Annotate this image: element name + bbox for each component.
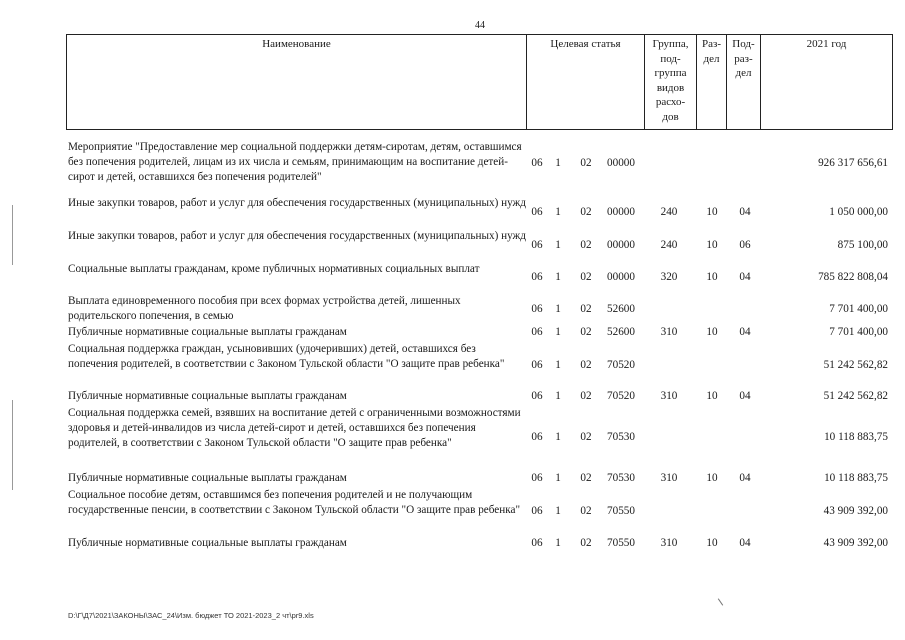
row-code-event: 02 — [580, 431, 592, 443]
row-code-subprogram: 1 — [555, 239, 561, 251]
row-code-subprogram: 1 — [555, 326, 561, 338]
row-code-group: 320 — [660, 271, 678, 283]
row-code-section: 10 — [706, 326, 718, 338]
row-code-event: 02 — [580, 537, 592, 549]
row-amount: 43 909 392,00 — [823, 505, 888, 517]
row-code-subprogram: 1 — [555, 206, 561, 218]
row-code-direction: 70520 — [607, 390, 635, 402]
row-name: Публичные нормативные социальные выплаты гражданам — [68, 537, 347, 549]
header-section-line: Раз- — [701, 38, 721, 50]
row-name: Публичные нормативные социальные выплаты гражданам — [68, 326, 347, 338]
scan-stray-mark — [718, 598, 723, 605]
row-code-event: 02 — [580, 271, 592, 283]
row-code-direction: 00000 — [607, 239, 635, 251]
table-row — [68, 325, 888, 341]
row-code-subprogram: 1 — [555, 271, 561, 283]
table-row — [68, 342, 888, 388]
row-amount: 7 701 400,00 — [829, 326, 888, 338]
row-code-subprogram: 1 — [555, 472, 561, 484]
row-amount: 1 050 000,00 — [829, 206, 888, 218]
row-code-subsection: 04 — [739, 206, 751, 218]
row-code-section: 10 — [706, 537, 718, 549]
header-name: Наименование — [67, 35, 527, 129]
row-code-event: 02 — [580, 157, 592, 169]
scan-margin-mark — [12, 205, 13, 265]
row-code-subsection: 06 — [739, 239, 751, 251]
row-code-section: 10 — [706, 271, 718, 283]
page-number: 44 — [475, 20, 485, 31]
row-name: Иные закупки товаров, работ и услуг для обеспечения государственных (муниципальных) нужд — [68, 230, 526, 242]
row-code-event: 02 — [580, 390, 592, 402]
header-group-line: видов — [656, 81, 685, 94]
row-code-subprogram: 1 — [555, 537, 561, 549]
header-subsection-line: дел — [735, 67, 752, 79]
row-name: Социальное пособие детям, оставшимся без попечения родителей и не получающим государственные пенсии, в соответствии с Законом Тульской области "О защите прав ребенка" — [68, 489, 521, 516]
row-code-direction: 52600 — [607, 326, 635, 338]
row-code-group: 310 — [660, 326, 678, 338]
row-code-program: 06 — [531, 326, 543, 338]
table-row — [68, 294, 888, 324]
header-group-line: дов — [662, 110, 679, 123]
row-name: Публичные нормативные социальные выплаты гражданам — [68, 390, 347, 402]
row-code-event: 02 — [580, 359, 592, 371]
row-amount: 785 822 808,04 — [818, 271, 888, 283]
row-name: Социальная поддержка семей, взявших на воспитание детей с ограниченными возможностями здоровья и детей-инвалидов из числа детей-сирот и детей, оставшихся без попечения родителей, в соответствии с Законом Тульской области "О защите прав ребенка" — [68, 407, 521, 449]
header-group-line: расхо- — [655, 96, 686, 108]
row-name: Социальные выплаты гражданам, кроме публичных нормативных социальных выплат — [68, 263, 480, 275]
row-code-program: 06 — [531, 472, 543, 484]
header-subsection — [727, 35, 761, 129]
row-code-section: 10 — [706, 206, 718, 218]
row-code-subsection: 04 — [739, 472, 751, 484]
table-row — [68, 229, 888, 259]
header-subsection-line: раз- — [734, 52, 753, 65]
row-amount: 10 118 883,75 — [824, 431, 888, 443]
table-row — [68, 196, 888, 226]
header-expense-group — [645, 35, 697, 129]
row-code-direction: 70550 — [607, 537, 635, 549]
table-row — [68, 488, 888, 534]
row-name: Мероприятие "Предоставление мер социальной поддержки детям-сиротам, детям, оставшимся без попечения родителей, лицам из их числа и семьям, принимающим на воспитание детей-сирот и детей, оставшихся без попечения родителей" — [68, 141, 522, 183]
row-code-subsection: 04 — [739, 390, 751, 402]
row-code-group: 240 — [660, 239, 678, 251]
row-code-direction: 52600 — [607, 303, 635, 315]
table-row — [68, 406, 888, 468]
row-code-program: 06 — [531, 390, 543, 402]
row-code-direction: 70530 — [607, 431, 635, 443]
row-code-direction: 00000 — [607, 271, 635, 283]
row-code-program: 06 — [531, 537, 543, 549]
row-code-program: 06 — [531, 359, 543, 371]
row-amount: 10 118 883,75 — [824, 472, 888, 484]
row-code-direction: 70530 — [607, 472, 635, 484]
header-section-line: дел — [703, 52, 720, 65]
row-code-program: 06 — [531, 157, 543, 169]
row-code-event: 02 — [580, 206, 592, 218]
header-subsection-line: Под- — [732, 38, 755, 50]
row-code-subsection: 04 — [739, 271, 751, 283]
row-code-event: 02 — [580, 505, 592, 517]
header-section — [697, 35, 727, 129]
header-group-line: Группа, — [652, 38, 689, 50]
header-target-article: Целевая статья — [527, 35, 645, 129]
row-code-group: 240 — [660, 206, 678, 218]
row-code-section: 10 — [706, 472, 718, 484]
row-amount: 7 701 400,00 — [829, 303, 888, 315]
row-code-group: 310 — [660, 537, 678, 549]
table-header — [66, 34, 893, 130]
table-row — [68, 140, 888, 186]
row-name: Выплата единовременного пособия при всех формах устройства детей, лишенных родительского попечения, в семью — [68, 295, 461, 322]
row-code-event: 02 — [580, 326, 592, 338]
table-row — [68, 262, 888, 292]
row-code-program: 06 — [531, 431, 543, 443]
row-name: Публичные нормативные социальные выплаты гражданам — [68, 472, 347, 484]
row-code-event: 02 — [580, 303, 592, 315]
row-code-section: 10 — [706, 390, 718, 402]
header-group-line: под- — [660, 52, 681, 65]
row-name: Социальная поддержка граждан, усыновивших (удочеривших) детей, оставшихся без попечения родителей, в соответствии с Законом Тульской области "О защите прав ребенка" — [68, 343, 505, 370]
row-code-event: 02 — [580, 472, 592, 484]
row-code-direction: 00000 — [607, 206, 635, 218]
row-code-direction: 00000 — [607, 157, 635, 169]
row-amount: 51 242 562,82 — [823, 359, 888, 371]
row-code-subprogram: 1 — [555, 390, 561, 402]
row-code-direction: 70550 — [607, 505, 635, 517]
row-code-subprogram: 1 — [555, 303, 561, 315]
row-amount: 875 100,00 — [837, 239, 888, 251]
table-row — [68, 536, 888, 552]
row-code-subsection: 04 — [739, 326, 751, 338]
row-code-subprogram: 1 — [555, 505, 561, 517]
footer-file-path: D:\Г\Д7\2021\ЗАКОНЫ\ЗАС_24\Изм. бюджет ТО 2021-2023_2 чт\pr9.xls — [68, 611, 314, 620]
row-code-program: 06 — [531, 505, 543, 517]
row-code-program: 06 — [531, 239, 543, 251]
row-code-subprogram: 1 — [555, 157, 561, 169]
row-code-group: 310 — [660, 472, 678, 484]
row-code-program: 06 — [531, 206, 543, 218]
row-code-group: 310 — [660, 390, 678, 402]
row-code-event: 02 — [580, 239, 592, 251]
row-code-subsection: 04 — [739, 537, 751, 549]
header-year: 2021 год — [806, 38, 847, 50]
row-name: Иные закупки товаров, работ и услуг для обеспечения государственных (муниципальных) нужд — [68, 197, 526, 209]
row-code-program: 06 — [531, 271, 543, 283]
row-code-subprogram: 1 — [555, 359, 561, 371]
row-amount: 51 242 562,82 — [823, 390, 888, 402]
row-code-subprogram: 1 — [555, 431, 561, 443]
row-amount: 43 909 392,00 — [823, 537, 888, 549]
row-amount: 926 317 656,61 — [818, 157, 888, 169]
header-group-line: группа — [654, 67, 687, 79]
row-code-program: 06 — [531, 303, 543, 315]
row-code-direction: 70520 — [607, 359, 635, 371]
table-row — [68, 471, 888, 487]
table-row — [68, 389, 888, 405]
row-code-section: 10 — [706, 239, 718, 251]
scan-margin-mark — [12, 400, 13, 490]
